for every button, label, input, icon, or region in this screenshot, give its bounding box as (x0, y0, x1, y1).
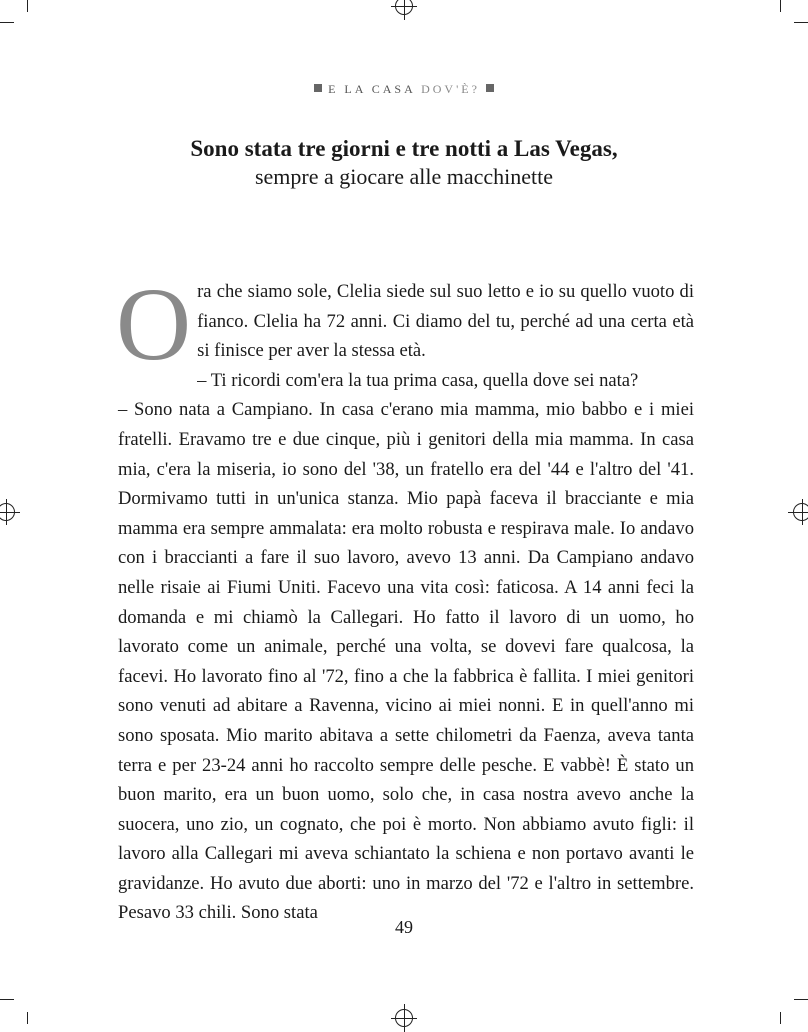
registration-mark-right (788, 499, 808, 525)
registration-mark-bottom (391, 1004, 417, 1032)
dialog-answer-text: – Sono nata a Campiano. In casa c'erano mia mamma, mio babbo e i miei fratelli. Eravamo tre e due cinque, più i genitori della mia mamma. In casa mia, c'era la miseria, io sono del '38, un fratello era del '44 e l'altro del '41. Dormivamo tutti in un'unica stanza. Mio papà faceva il bracciante e mia mamma era sempre ammalata: era molto robusta e respirava male. Io andavo con i braccianti a fare il suo lavoro, avevo 13 anni. Da Campiano andavo nelle risaie ai Fiumi Uniti. Facevo una vita così: faticosa. A 14 anni feci la domanda e mi chiamò la Callegari. Ho fatto il lavoro di un uomo, ho lavorato come un animale, perché una volta, se dovevi fare qualcosa, la facevi. Ho lavorato fino al '72, fino a che la fabbrica è fallita. I miei genitori sono venuti ad abitare a Ravenna, vicino ai miei nonni. E in quell'anno mi sono sposata. Mio marito abitava a sette chilometri da Faenza, aveva tanta terra e per 23-24 anni ho raccolto sempre delle pesche. E vabbè! È stato un buon marito, era un buon uomo, solo che, in casa nostra avevo anche la suocera, uno zio, un cognato, che poi è morto. Non abbiamo avuto figli: il lavoro alla Callegari mi aveva schiantato la schiena e non portavo avanti le gravidanze. Ho avuto due aborti: uno in marzo del '72 e l'altro in settembre. Pesavo 33 chili. Sono stata (118, 399, 694, 924)
chapter-title-line1: Sono stata tre giorni e tre notti a Las Vegas, (190, 136, 618, 161)
running-head-title: E LA CASA (328, 82, 416, 96)
registration-mark-left (0, 499, 20, 525)
crop-mark-tl-v (27, 0, 28, 12)
square-ornament-icon (314, 84, 322, 92)
crop-mark-bl-v (27, 1012, 28, 1024)
crop-mark-tr-h (794, 22, 808, 23)
running-head (0, 82, 808, 97)
dialog-question-text: – Ti ricordi com'era la tua prima casa, quella dove sei nata? (197, 369, 639, 391)
paragraph-text: ra che siamo sole, Clelia siede sul suo letto e io su quello vuoto di fianco. Clelia ha 72 anni. Ci diamo del tu, perché ad una certa età si finisce per aver la stessa età. (197, 281, 694, 362)
crop-mark-br-v (780, 1012, 781, 1024)
crop-mark-tl-h (0, 22, 14, 23)
registration-mark-top (391, 0, 417, 20)
running-head-title-end: DOV'È? (421, 82, 480, 96)
crop-mark-bl-h (0, 999, 14, 1000)
chapter-title-line2: sempre a giocare alle macchinette (254, 164, 554, 189)
page-number: 49 (395, 917, 413, 937)
crop-mark-tr-v (780, 0, 781, 12)
drop-cap: O (116, 267, 192, 382)
crop-mark-br-h (794, 999, 808, 1000)
dialog-question (118, 366, 694, 396)
body-text (116, 267, 694, 928)
square-ornament-icon (486, 84, 494, 92)
dialog-answer (118, 395, 694, 928)
chapter-title (0, 135, 808, 191)
